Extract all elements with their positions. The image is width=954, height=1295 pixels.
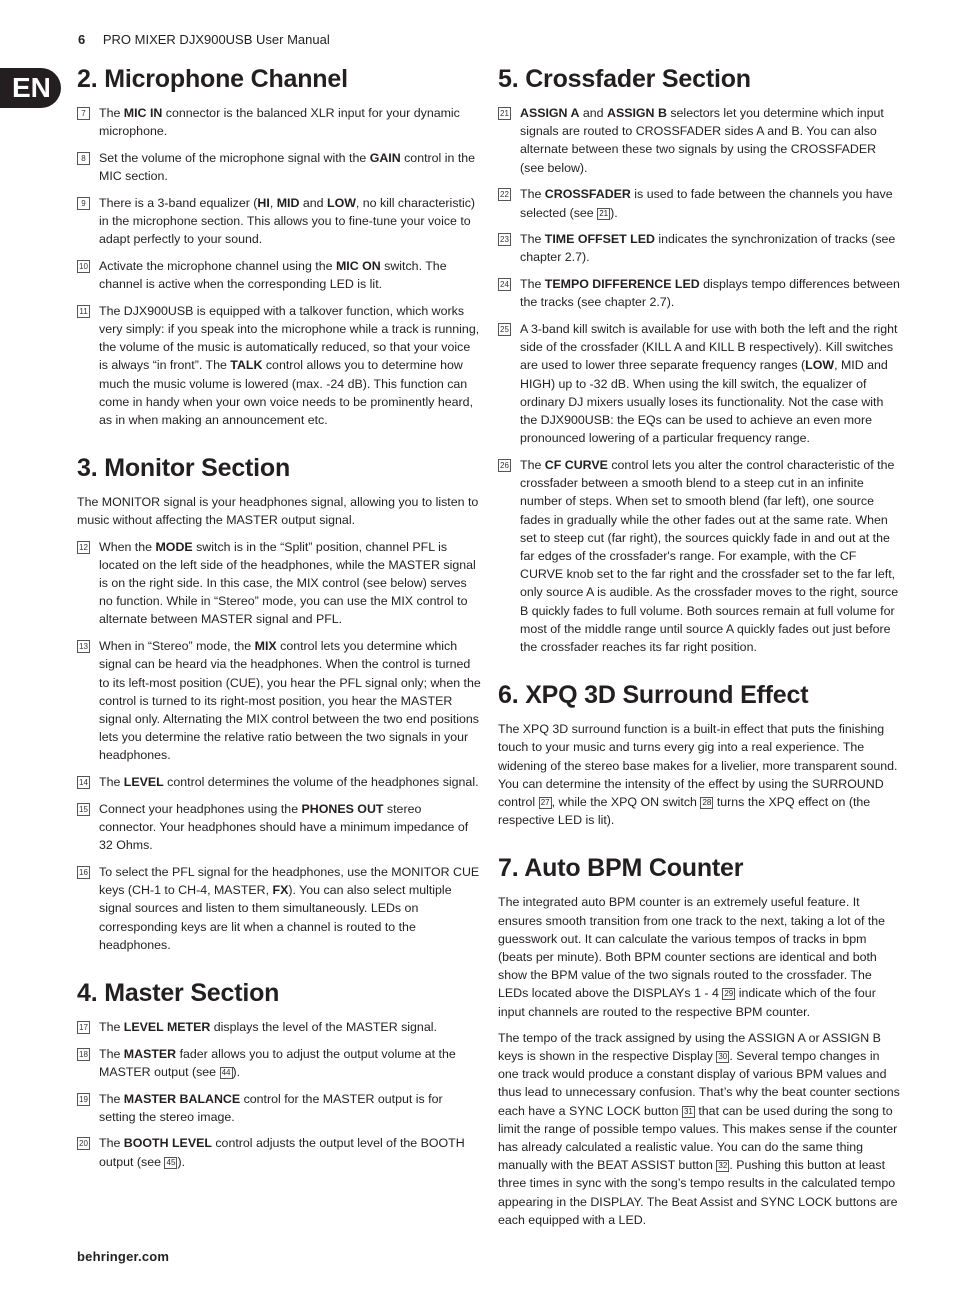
auto-bpm-counter-section (498, 851, 902, 1229)
text-run: ). (177, 1154, 186, 1169)
bold-term: FX (272, 883, 289, 898)
text-run: The integrated auto BPM counter is an extremely useful feature. It ensures smooth transition from one track to the next, taking a lot of the guesswork out. It can calculate the various tempos of tracks in bpm (beats per minute). Both BPM counter sections are identical and both show the BPM value of the two signals routed to the crossfader. The LEDs located above the DISPLAYs 1 - 4 (498, 895, 886, 1001)
list-item (77, 637, 481, 764)
text-run: , MID and HIGH) up to -32 dB. When using the kill switch, the equalizer of ordinary DJ mixers usually loses its functionality. Not the case with the DJX900USB: the EQs can be used to achieve an even more pronounced lowering of a particular frequency range. (520, 358, 888, 446)
bold-term: MIX (254, 639, 277, 654)
item-number-badge: 25 (498, 323, 511, 336)
item-number-badge: 9 (77, 197, 90, 210)
page-number: 6 (78, 32, 86, 47)
list-item (77, 538, 481, 629)
text-run: The (99, 775, 124, 790)
section-intro: The MONITOR signal is your headphones signal, allowing you to listen to music without affecting the MASTER output signal. (77, 495, 479, 528)
reference-marker: 29 (722, 988, 735, 1000)
section-heading: 2. Microphone Channel (77, 65, 348, 93)
footer-website: behringer.com (77, 1249, 170, 1264)
item-number-badge: 18 (77, 1048, 90, 1061)
text-run: and (579, 106, 607, 120)
text-run: . Pushing this button at least three times in sync with the song’s tempo results in the calculated tempo appearing in the DISPLAY. The Beat Assist and SYNC LOCK buttons are each equipped with a LED. (498, 1158, 898, 1227)
text-run: is used to fade between the channels you have selected (see (520, 187, 893, 220)
bold-term: CROSSFADER (544, 187, 631, 202)
list-item (498, 185, 902, 221)
bold-term: LEVEL (123, 775, 164, 790)
text-run: The (99, 1019, 124, 1034)
bold-term: MID (276, 195, 300, 210)
text-run: The (520, 232, 545, 247)
item-number-badge: 13 (77, 640, 90, 653)
text-run: When the (99, 539, 156, 554)
list-item (77, 773, 481, 791)
text-run: , (269, 195, 277, 210)
paragraph (498, 720, 902, 829)
text-run: control allows you to determine how much the music volume is lowered (max. -24 dB). This function can come in handy when your own voice needs to be prominently heard, as in when making an announcement etc. (99, 358, 474, 428)
reference-marker: 21 (597, 208, 610, 220)
item-number-badge: 15 (77, 803, 90, 816)
text-run: The DJX900USB is equipped with a talkover function, which works very simply: if you speak into the microphone while a track is running, the volume of the music is automatically reduced, so that your voice is always “in front”. The (99, 303, 480, 373)
text-run: and (299, 195, 327, 210)
paragraph (498, 1029, 902, 1229)
text-run: ). You can also select multiple signal sources and listen to them simultaneously. LEDs on corresponding keys are lit when a channel is routed to the headphones. (99, 883, 452, 952)
text-run: control determines the volume of the headphones signal. (163, 775, 479, 790)
crossfader-section (498, 62, 902, 656)
list-item (77, 1134, 481, 1170)
item-number-badge: 24 (498, 278, 511, 291)
text-run: indicate which of the four input channels are routed to the respective BPM counter. (498, 986, 876, 1019)
item-number-badge: 19 (77, 1093, 90, 1106)
paragraph (498, 893, 902, 1020)
item-number-badge: 8 (77, 152, 90, 165)
bold-term: TEMPO DIFFERENCE LED (544, 277, 700, 292)
language-tab: EN (0, 68, 61, 108)
text-run: There is a 3-band equalizer ( (99, 195, 258, 210)
text-run: The (520, 187, 545, 202)
text-run: Connect your headphones using the (99, 801, 302, 816)
text-run: The (99, 106, 124, 120)
bold-term: MASTER (123, 1046, 177, 1061)
list-item (77, 194, 481, 249)
right-column (498, 62, 902, 1251)
bold-term: MIC IN (123, 106, 163, 120)
section-heading: 3. Monitor Section (77, 454, 291, 483)
text-run: selectors let you determine which input signals are routed to CROSSFADER sides A and B. You can also alternate between these two signals by using the CROSSFADER (see below). (520, 106, 884, 175)
item-number-badge: 12 (77, 541, 90, 554)
reference-marker: 32 (716, 1160, 729, 1172)
item-number-badge: 21 (498, 107, 511, 120)
list-item (498, 456, 902, 656)
bold-term: CF CURVE (544, 457, 608, 472)
item-number-badge: 26 (498, 459, 511, 472)
list-item (77, 1090, 481, 1126)
reference-marker: 28 (700, 797, 713, 809)
text-run: control for the MASTER output is for setting the stereo image. (99, 1091, 443, 1124)
list-item (498, 275, 902, 311)
master-section (77, 976, 481, 1171)
bold-term: GAIN (369, 150, 401, 165)
reference-marker: 44 (220, 1067, 233, 1079)
bold-term: MODE (155, 539, 193, 554)
text-run: Set the volume of the microphone signal with the (99, 150, 370, 165)
bold-term: PHONES OUT (301, 801, 384, 816)
list-item (77, 863, 481, 954)
item-number-badge: 10 (77, 260, 90, 273)
list-item (77, 1018, 481, 1036)
section-heading: 6. XPQ 3D Surround Effect (498, 681, 809, 710)
text-run: The XPQ 3D surround function is a built-in effect that puts the finishing touch to your music and turns every gig into a real experience. The widening of the stereo base makes for a livelier, more transparent sound. You can determine the intensity of the effect by using the SURROUND control (498, 722, 898, 809)
text-run: control adjusts the output level of the BOOTH output (see (99, 1136, 465, 1169)
xpq-3d-surround-section (498, 678, 902, 829)
bold-term: LOW (327, 195, 356, 210)
item-number-badge: 11 (77, 305, 90, 318)
text-run: Activate the microphone channel using the (99, 258, 336, 273)
item-number-badge: 23 (498, 233, 511, 246)
item-number-badge: 20 (77, 1137, 90, 1150)
text-run: switch. The channel is active when the corresponding LED is lit. (99, 258, 447, 292)
text-run: When in “Stereo” mode, the (99, 639, 255, 654)
text-run: The (520, 457, 545, 472)
text-run: connector is the balanced XLR input for your dynamic microphone. (99, 106, 460, 139)
microphone-channel-section (77, 62, 481, 429)
text-run: The (99, 1091, 124, 1106)
text-run: stereo connector. Your headphones should have a minimum impedance of 32 Ohms. (99, 801, 469, 853)
text-run: ). (610, 205, 618, 220)
bold-term: ASSIGN A (520, 106, 580, 120)
monitor-section (77, 451, 481, 954)
text-run: , while the XPQ ON switch (551, 795, 701, 809)
text-run: The (99, 1136, 124, 1151)
text-run: To select the PFL signal for the headphones, use the MONITOR CUE keys (CH-1 to CH-4, MASTER, (99, 864, 480, 898)
text-run: , no kill characteristic) in the microphone section. This allows you to fine-tune your voice to adapt perfectly to your sound. (99, 195, 476, 247)
list-item (77, 1045, 481, 1081)
section-heading: 5. Crossfader Section (498, 65, 751, 93)
text-run: displays the level of the MASTER signal. (210, 1019, 437, 1034)
text-run: control lets you alter the control characteristic of the crossfader between a smooth blend to a steep cut in an infinite number of steps. When set to smooth blend (far left), one source fades in gradually while the other fades out at the same rate. When set to steep cut (far right), the sources quickly fade in and out at the far edges of the crossfader's range. For example, with the CF CURVE knob set to the far right and the crossfader set to the far left, only source A is audible. As the crossfader moves to the right, source B quickly fades to full volume. Both sources remain at full volume for most of the middle range until source A quickly fades out just before the crossfader reaches its far right position. (520, 457, 899, 654)
bold-term: TIME OFFSET LED (544, 232, 655, 247)
text-run: The tempo of the track assigned by using the ASSIGN A or ASSIGN B keys is shown in the respective Display (498, 1030, 881, 1064)
text-run: fader allows you to adjust the output volume at the MASTER output (see (99, 1046, 456, 1079)
item-number-badge: 16 (77, 866, 90, 879)
reference-marker: 27 (539, 797, 552, 809)
bold-term: BOOTH LEVEL (123, 1136, 212, 1151)
text-run: The (99, 1046, 124, 1061)
text-run: that can be used during the song to limit the range of possible tempo values. This makes sense if the counter has already calculated a realistic value. You can do the same thing manually with the BEAT ASSIST button (498, 1103, 898, 1173)
list-item (77, 149, 481, 185)
section-heading: 7. Auto BPM Counter (498, 854, 744, 883)
reference-marker: 45 (164, 1157, 177, 1169)
left-column (77, 62, 481, 1193)
list-item (498, 230, 902, 266)
bold-term: MIC ON (335, 258, 381, 273)
bold-term: LEVEL METER (123, 1019, 211, 1034)
text-run: The (520, 277, 545, 292)
text-run: . Several tempo changes in one track would produce a constant display of various BPM values and thus lead to unnecessary confusion. That’s why the beat counter sections each have a SYNC LOCK button (498, 1049, 900, 1118)
text-run: A 3-band kill switch is available for use with both the left and the right side of the crossfader (KILL A and KILL B respectively). Kill switches are used to lower three separate frequency ranges ( (520, 322, 898, 373)
bold-term: MASTER BALANCE (123, 1091, 241, 1106)
list-item (77, 104, 481, 140)
list-item (498, 320, 902, 447)
text-run: switch is in the “Split” position, channel PFL is located on the left side of the headphones, while the MASTER signal is on the right side. In this case, the MIX control (see below) serves no function. While in “Stereo” mode, you can use the MIX control to alternate between MASTER signal and PFL. (99, 539, 476, 627)
section-heading: 4. Master Section (77, 978, 280, 1007)
text-run: turns the XPQ effect on (the respective LED is lit). (498, 795, 871, 828)
page-header (78, 32, 330, 47)
bold-term: HI (257, 195, 270, 210)
item-number-badge: 14 (77, 776, 90, 789)
text-run: control in the MIC section. (99, 150, 476, 184)
text-run: displays tempo differences between the tracks (see chapter 2.7). (520, 277, 900, 310)
text-run: ). (232, 1064, 241, 1079)
list-item (77, 800, 481, 855)
bold-term: ASSIGN B (607, 106, 667, 120)
manual-title: PRO MIXER DJX900USB User Manual (102, 32, 330, 47)
item-number-badge: 17 (77, 1021, 90, 1034)
item-number-badge: 22 (498, 188, 511, 201)
list-item (498, 104, 902, 177)
bold-term: TALK (230, 358, 263, 373)
text-run: indicates the synchronization of tracks (see chapter 2.7). (520, 232, 896, 265)
reference-marker: 30 (716, 1051, 729, 1063)
reference-marker: 31 (682, 1106, 695, 1118)
list-item (77, 257, 481, 293)
bold-term: LOW (805, 358, 835, 373)
item-number-badge: 7 (77, 107, 90, 120)
list-item (77, 302, 481, 429)
text-run: control lets you determine which signal can be heard via the headphones. When the control is turned to its left-most position (CUE), you hear the PFL signal only; when the control is turned to its right-most position, you hear the MASTER signal only. Alternating the MIX control between the two end positions lets you determine the relative ratio between the two signals in your headphones. (99, 639, 481, 763)
